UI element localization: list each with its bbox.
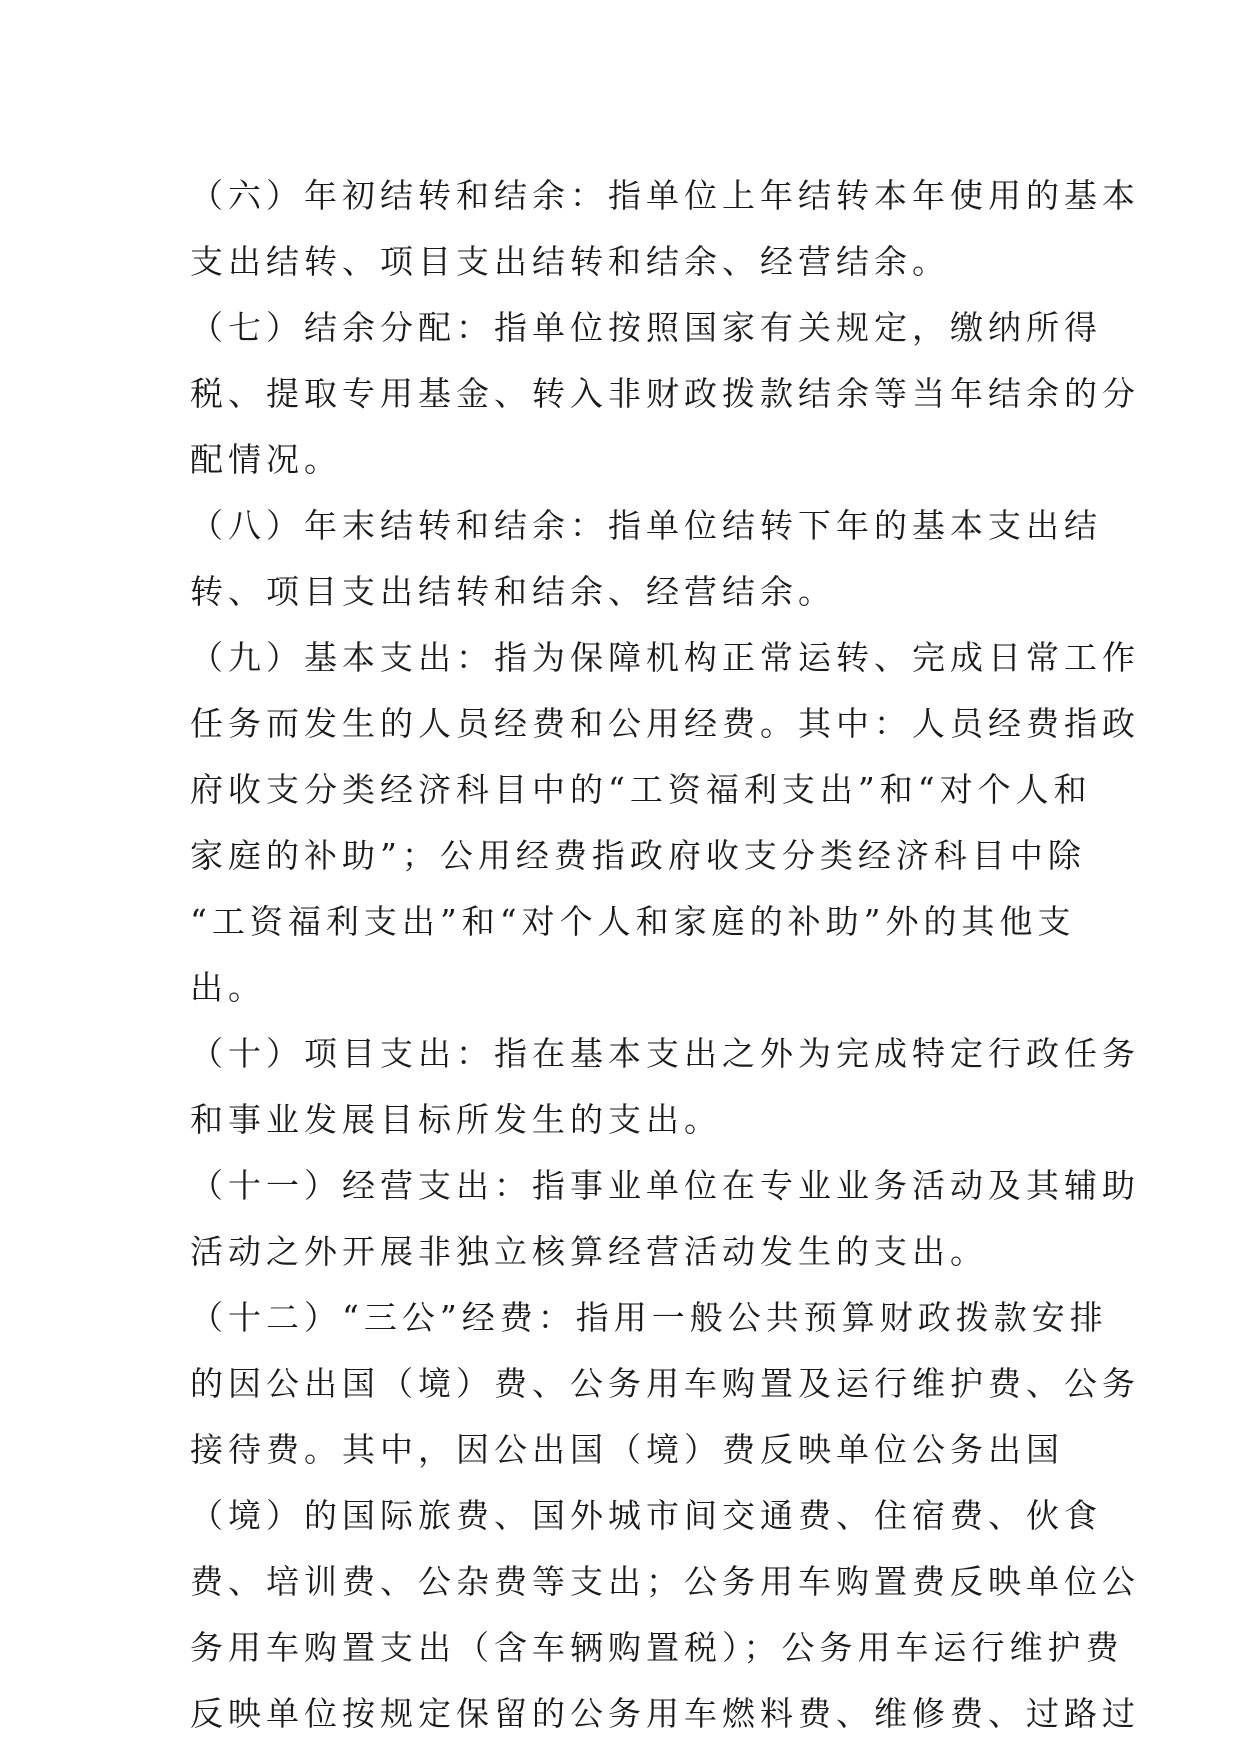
text-line: 转、项目支出结转和结余、经营结余。 — [190, 572, 836, 611]
text-line: 任务而发生的人员经费和公用经费。其中：人员经费指政 — [190, 704, 1140, 743]
text-line: 费、培训费、公杂费等支出；公务用车购置费反映单位公 — [190, 1562, 1140, 1601]
text-line: （十二）“三公”经费：指用一般公共预算财政拨款安排 — [190, 1298, 1108, 1337]
text-line: 的因公出国（境）费、公务用车购置及运行维护费、公务 — [190, 1364, 1140, 1403]
text-line: 出。 — [190, 968, 266, 1007]
text-line: （九）基本支出：指为保障机构正常运转、完成日常工作 — [190, 638, 1140, 677]
text-line: （七）结余分配：指单位按照国家有关规定，缴纳所得 — [190, 308, 1102, 347]
text-line: 务用车购置支出（含车辆购置税）；公务用车运行维护费 — [190, 1628, 1124, 1667]
text-line: 家庭的补助”；公用经费指政府收支分类经济科目中除 — [190, 836, 1086, 875]
document-body — [190, 163, 1140, 1747]
text-line: （境）的国际旅费、国外城市间交通费、住宿费、伙食 — [190, 1496, 1102, 1535]
text-line: 税、提取专用基金、转入非财政拨款结余等当年结余的分 — [190, 374, 1140, 413]
text-line: （十一）经营支出：指事业单位在专业业务活动及其辅助 — [190, 1166, 1140, 1205]
text-line: 反映单位按规定保留的公务用车燃料费、维修费、过路过 — [190, 1694, 1140, 1733]
text-line: 配情况。 — [190, 440, 342, 479]
text-line: 和事业发展目标所发生的支出。 — [190, 1100, 722, 1139]
text-line: （八）年末结转和结余：指单位结转下年的基本支出结 — [190, 506, 1102, 545]
text-line: 接待费。其中，因公出国（境）费反映单位公务出国 — [190, 1430, 1064, 1469]
text-line: “工资福利支出”和“对个人和家庭的补助”外的其他支 — [190, 902, 1076, 941]
text-line: 活动之外开展非独立核算经营活动发生的支出。 — [190, 1232, 988, 1271]
text-line: 支出结转、项目支出结转和结余、经营结余。 — [190, 242, 950, 281]
text-line: （十）项目支出：指在基本支出之外为完成特定行政任务 — [190, 1034, 1140, 1073]
text-line: （六）年初结转和结余：指单位上年结转本年使用的基本 — [190, 176, 1140, 215]
text-line: 府收支分类经济科目中的“工资福利支出”和“对个人和 — [190, 770, 1092, 809]
